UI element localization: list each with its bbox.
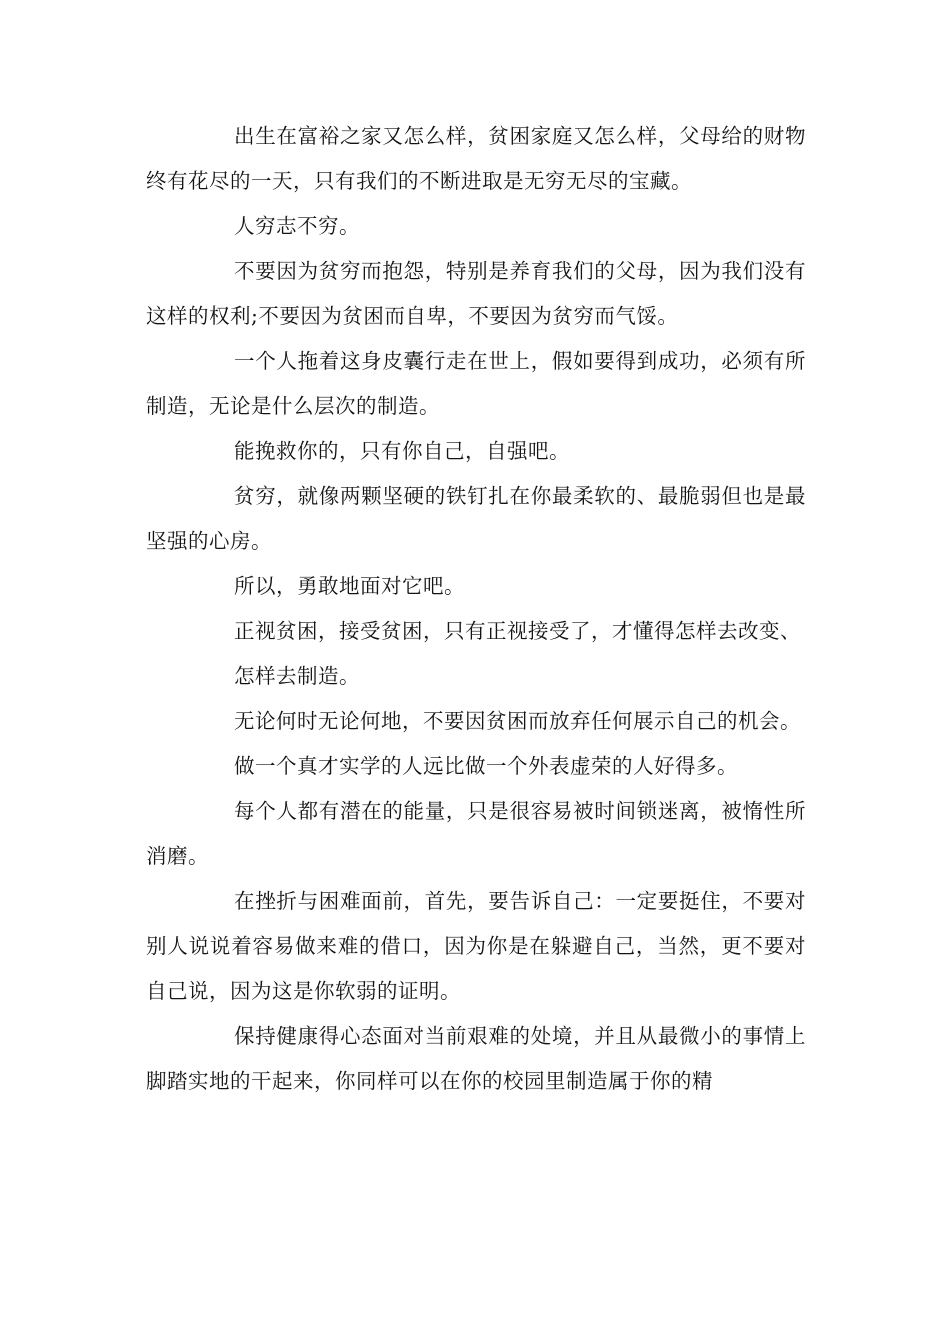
paragraph: 一个人拖着这身皮囊行走在世上，假如要得到成功，必须有所制造，无论是什么层次的制造。 (146, 349, 806, 418)
paragraph: 做一个真才实学的人远比做一个外表虚荣的人好得多。 (234, 754, 738, 778)
paragraph: 出生在富裕之家又怎么样，贫困家庭又怎么样，父母给的财物终有花尽的一天，只有我们的不断进取是无穷无尽的宝藏。 (146, 124, 806, 193)
paragraph: 贫穷，就像两颗坚硬的铁钉扎在你最柔软的、最脆弱但也是最坚强的心房。 (146, 484, 806, 553)
paragraph: 人穷志不穷。 (234, 214, 360, 238)
paragraph: 无论何时无论何地，不要因贫困而放弃任何展示自己的机会。 (234, 709, 801, 733)
paragraph: 保持健康得心态面对当前艰难的处境，并且从最微小的事情上脚踏实地的干起来，你同样可以在你的校园里制造属于你的精 (146, 1024, 806, 1093)
paragraph: 每个人都有潜在的能量，只是很容易被时间锁迷离，被惰性所消磨。 (146, 799, 806, 868)
document-body (146, 114, 806, 1104)
paragraph: 所以，勇敢地面对它吧。 (234, 574, 465, 598)
paragraph: 在挫折与困难面前，首先，要告诉自己：一定要挺住，不要对别人说说着容易做来难的借口，因为你是在躲避自己，当然，更不要对自己说，因为这是你软弱的证明。 (146, 889, 806, 1003)
paragraph: 不要因为贫穷而抱怨，特别是养育我们的父母，因为我们没有这样的权利;不要因为贫困而自卑，不要因为贫穷而气馁。 (146, 259, 806, 328)
paragraph: 怎样去制造。 (234, 664, 360, 688)
paragraph: 正视贫困，接受贫困，只有正视接受了，才懂得怎样去改变、 (234, 619, 801, 643)
paragraph: 能挽救你的，只有你自己，自强吧。 (234, 439, 570, 463)
